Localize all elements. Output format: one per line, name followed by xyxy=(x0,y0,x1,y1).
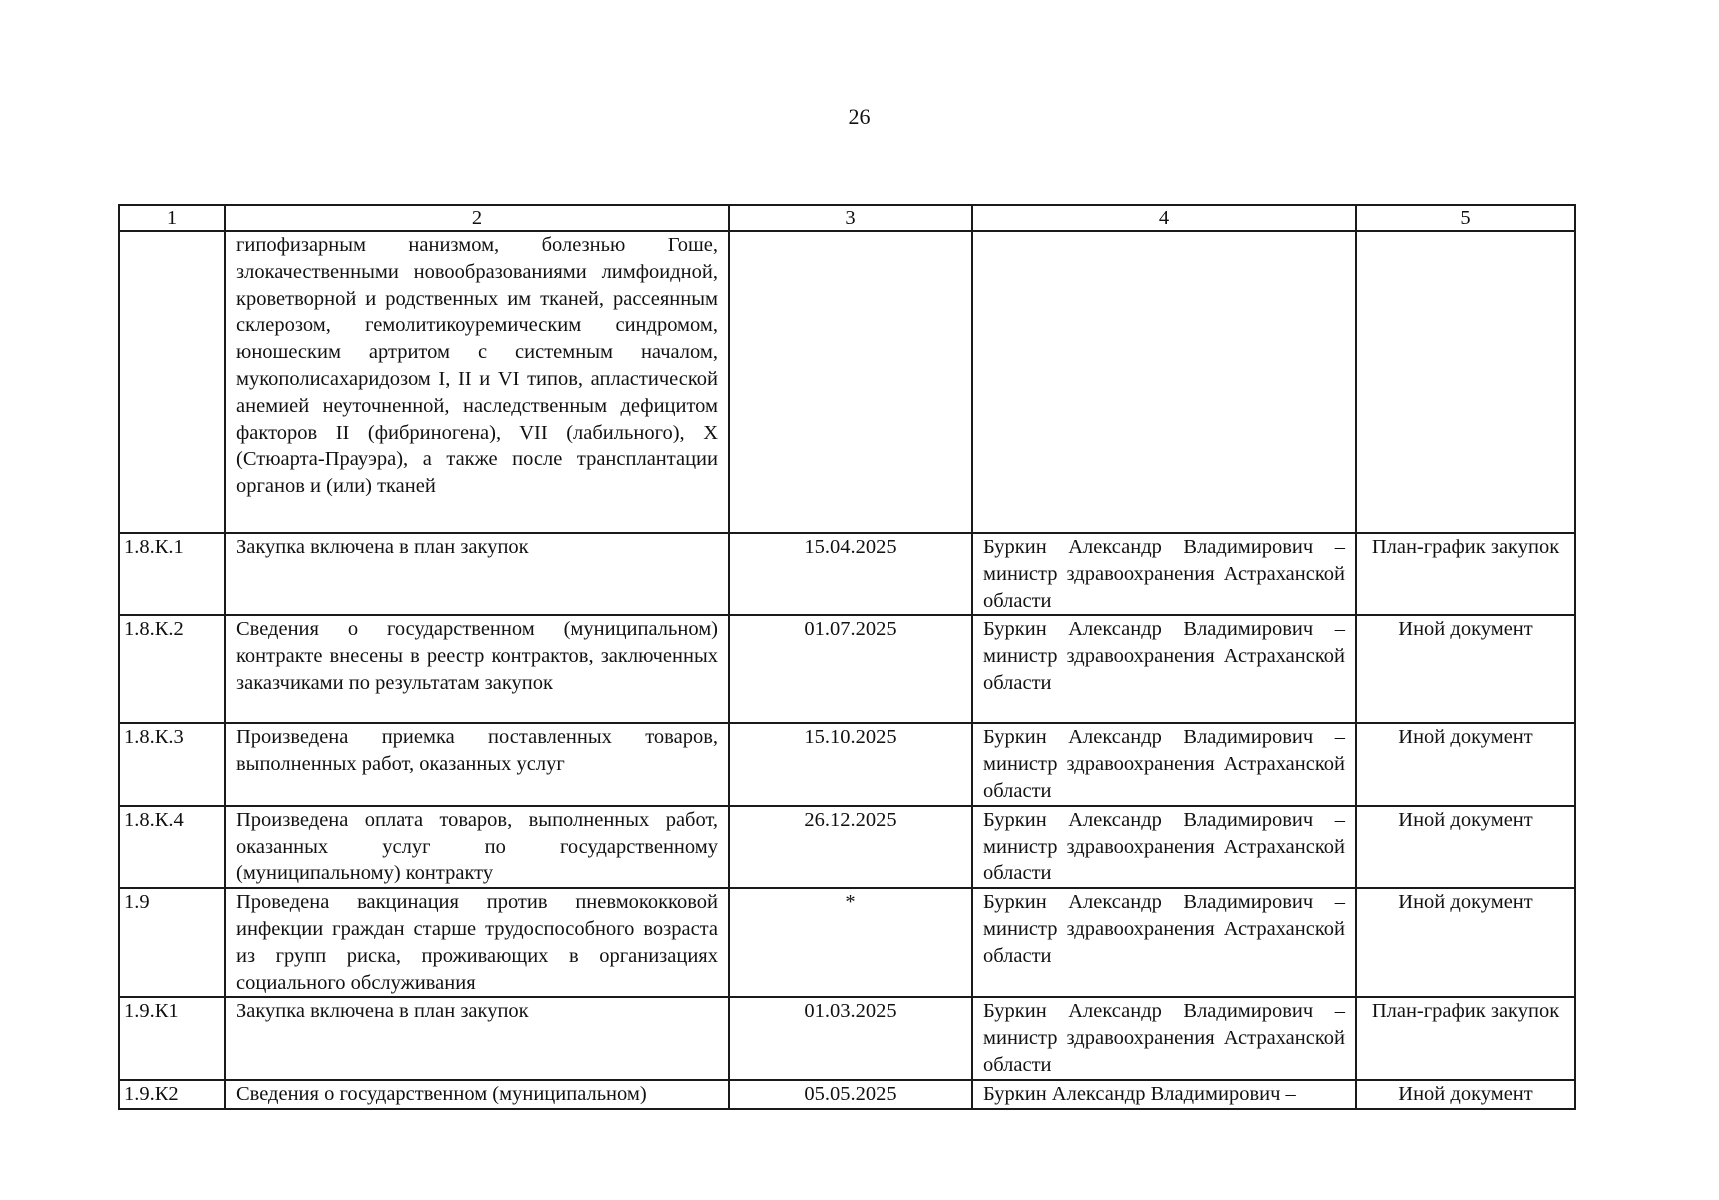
row-responsible: Буркин Александр Владимирович – xyxy=(972,1080,1356,1109)
row-document: Иной документ xyxy=(1356,888,1575,997)
row-document: Иной документ xyxy=(1356,723,1575,805)
row-description: Закупка включена в план закупок xyxy=(225,997,729,1079)
row-date xyxy=(729,231,972,533)
row-number xyxy=(119,231,225,533)
row-description: Сведения о государственном (муниципальном) xyxy=(225,1080,729,1109)
row-document: Иной документ xyxy=(1356,615,1575,723)
plan-table xyxy=(118,204,1576,1110)
row-description: Произведена оплата товаров, выполненных работ, оказанных услуг по государственному (муниципальному) контракту xyxy=(225,806,729,888)
table-header-row xyxy=(119,205,1575,231)
table-row xyxy=(119,997,1575,1079)
row-responsible: Буркин Александр Владимирович – министр здравоохранения Астраханской области xyxy=(972,997,1356,1079)
row-number: 1.9.К1 xyxy=(119,997,225,1079)
row-number: 1.8.К.3 xyxy=(119,723,225,805)
row-date: 15.04.2025 xyxy=(729,533,972,615)
table-row xyxy=(119,615,1575,723)
table-row xyxy=(119,723,1575,805)
row-number: 1.8.К.4 xyxy=(119,806,225,888)
column-header-2: 2 xyxy=(225,205,729,231)
row-number: 1.9.К2 xyxy=(119,1080,225,1109)
row-number: 1.8.К.2 xyxy=(119,615,225,723)
row-date: 01.03.2025 xyxy=(729,997,972,1079)
row-responsible xyxy=(972,231,1356,533)
row-date: * xyxy=(729,888,972,997)
row-date: 26.12.2025 xyxy=(729,806,972,888)
row-number: 1.8.К.1 xyxy=(119,533,225,615)
row-responsible: Буркин Александр Владимирович – министр здравоохранения Астраханской области xyxy=(972,806,1356,888)
row-description: Произведена приемка поставленных товаров, выполненных работ, оказанных услуг xyxy=(225,723,729,805)
table-row xyxy=(119,231,1575,533)
column-header-5: 5 xyxy=(1356,205,1575,231)
column-header-1: 1 xyxy=(119,205,225,231)
row-description: Закупка включена в план закупок xyxy=(225,533,729,615)
row-responsible: Буркин Александр Владимирович – министр здравоохранения Астраханской области xyxy=(972,723,1356,805)
row-document: План-график закупок xyxy=(1356,533,1575,615)
table-row xyxy=(119,888,1575,997)
row-date: 05.05.2025 xyxy=(729,1080,972,1109)
row-date: 15.10.2025 xyxy=(729,723,972,805)
row-document: Иной документ xyxy=(1356,1080,1575,1109)
row-date: 01.07.2025 xyxy=(729,615,972,723)
row-description: Проведена вакцинация против пневмококковой инфекции граждан старше трудоспособного возраста из групп риска, проживающих в организациях социального обслуживания xyxy=(225,888,729,997)
row-responsible: Буркин Александр Владимирович – министр здравоохранения Астраханской области xyxy=(972,888,1356,997)
page-number: 26 xyxy=(848,104,871,129)
row-responsible: Буркин Александр Владимирович – министр здравоохранения Астраханской области xyxy=(972,615,1356,723)
row-document xyxy=(1356,231,1575,533)
row-description: гипофизарным нанизмом, болезнью Гоше, злокачественными новообразованиями лимфоидной, кроветворной и родственных им тканей, рассеянным склерозом, гемолитикоуремическим синдромом, юношеским артритом с системным началом, мукополисахаридозом I, II и VI типов, апластической анемией неуточненной, наследственным дефицитом факторов II (фибриногена), VII (лабильного), X (Стюарта-Прауэра), а также после трансплантации органов и (или) тканей xyxy=(225,231,729,533)
row-description: Сведения о государственном (муниципальном) контракте внесены в реестр контрактов, заключенных заказчиками по результатам закупок xyxy=(225,615,729,723)
table-row xyxy=(119,806,1575,888)
table-row xyxy=(119,1080,1575,1109)
row-number: 1.9 xyxy=(119,888,225,997)
table-row xyxy=(119,533,1575,615)
row-document: Иной документ xyxy=(1356,806,1575,888)
row-responsible: Буркин Александр Владимирович – министр здравоохранения Астраханской области xyxy=(972,533,1356,615)
row-document: План-график закупок xyxy=(1356,997,1575,1079)
column-header-3: 3 xyxy=(729,205,972,231)
column-header-4: 4 xyxy=(972,205,1356,231)
